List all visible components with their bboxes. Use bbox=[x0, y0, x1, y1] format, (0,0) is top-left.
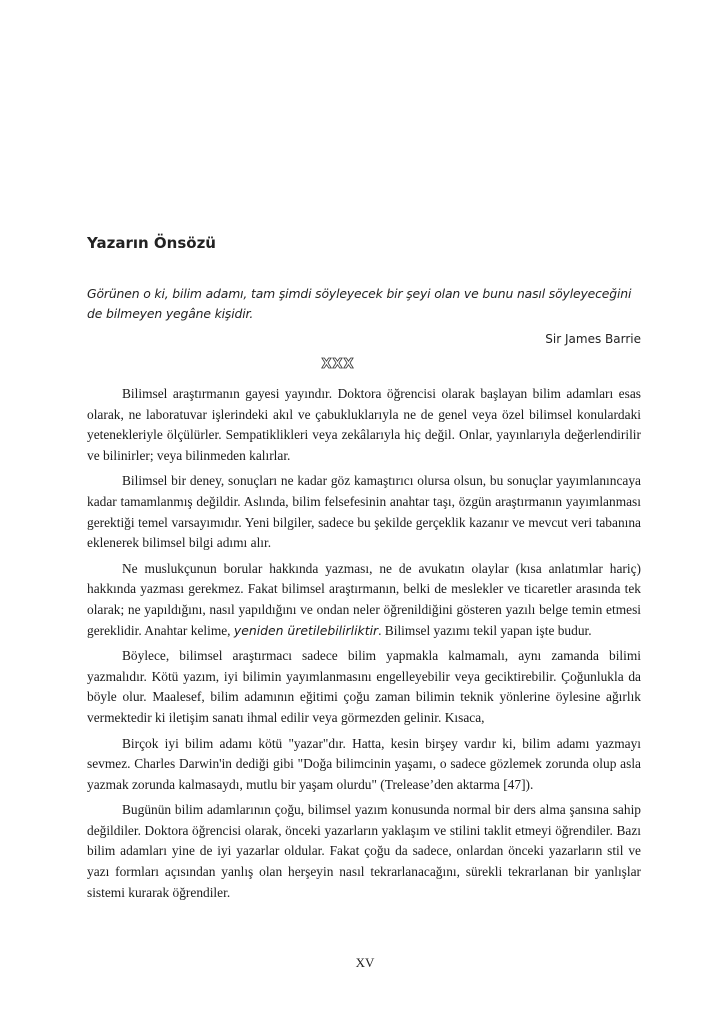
key-term: yeniden üretilebilirliktir bbox=[233, 622, 379, 638]
section-ornament: XXX bbox=[321, 357, 355, 372]
paragraph: Bilimsel bir deney, sonuçları ne kadar göz kamaştırıcı olursa olsun, bu sonuçlar yayımlanıncaya kadar tamamlanmış değildir. Aslında, bilim felsefesinin anahtar taşı, özgün araştırmanın yayımlanması gerektiği temel varsayımıdır. Yeni bilgiler, sadece bu şekilde gerçeklik kazanır ve mevcut veri tabanına eklenerek bilimsel bilgi adımı alır. bbox=[87, 473, 641, 551]
paragraph-text: . Bilimsel yazımı tekil yapan işte budur. bbox=[378, 622, 592, 638]
paragraph: Birçok iyi bilim adamı kötü "yazar"dır. Hatta, kesin birşey vardır ki, bilim adamı yazmayı sevmez. Charles Darwin'in dediği gibi "Doğa bilimcinin yaşamı, o sadece gözlemek zorunda olup asla yazmak zorunda kalmasaydı, mutlu bir yaşam olurdu" (Trelease’den aktarma [47]). bbox=[87, 735, 641, 792]
book-page bbox=[87, 0, 641, 1030]
body-text bbox=[87, 384, 641, 908]
paragraph: Bugünün bilim adamlarının çoğu, bilimsel yazım konusunda normal bir ders alma şansına sahip değildiler. Doktora öğrencisi olarak, önceki yazarların yaklaşım ve stilini taklit etmeyi öğrendiler. Bazı bilim adamları yine de iyi yazarlar oldular. Fakat çoğu da sadece, onlardan önceki yazarların stil ve yazı formları açısından yanlış olan herşeyin nasıl tekrarlanacağını, sürekli tekrarlanan bir yanlışlar sistemi kurarak öğrendiler. bbox=[87, 802, 641, 900]
paragraph: Bilimsel araştırmanın gayesi yayındır. Doktora öğrencisi olarak başlayan bilim adamları esas olarak, ne laboratuvar işlerindeki akıl ve çabukluklarıyla ne de genel veya özel bilimsel konulardaki yetenekleriyle ölçülürler. Sempatiklikleri veya zekâlarıyla hiç değil. Onlar, yayınlarıyla değerlendirilir ve bilinirler; veya bilinmeden kalırlar. bbox=[87, 386, 641, 463]
epigraph-author: Sir James Barrie bbox=[545, 332, 641, 346]
paragraph-text: Ne muslukçunun borular hakkında yazması, ne de avukatın olaylar (kısa anlatımlar hariç) hakkında yazması gerekmez. Fakat bilimsel araştırmanın, belki de meslekler ve ticaretler arasında tek olarak; ne yapıldığını, nasıl yapıldığını ve ondan neler öğrenildiğini gösteren yazılı belge temin etmesi gereklidir. Anahtar kelime, bbox=[87, 560, 641, 638]
paragraph: Böylece, bilimsel araştırmacı sadece bilim yapmakla kalmamalı, aynı zamanda bilimi yazmalıdır. Kötü yazım, iyi bilimin yayımlanmasını engelleyebilir veya geciktirebilir. Çoğunlukla da böyle olur. Maalesef, bilim adamının eğitimi çoğu zaman bilimin teknik yönlerine öylesine ağırlık vermektedir ki iletişim sanatı ihmal edilir veya görmezden gelinir. Kısaca, bbox=[87, 648, 641, 725]
epigraph-quote: Görünen o ki, bilim adamı, tam şimdi söyleyecek bir şeyi olan ve bunu nasıl söyleyeceğini de bilmeyen yegâne kişidir. bbox=[87, 286, 632, 321]
page-number: XV bbox=[355, 955, 375, 970]
paragraph bbox=[87, 559, 641, 641]
chapter-title: Yazarın Önsözü bbox=[87, 234, 216, 252]
